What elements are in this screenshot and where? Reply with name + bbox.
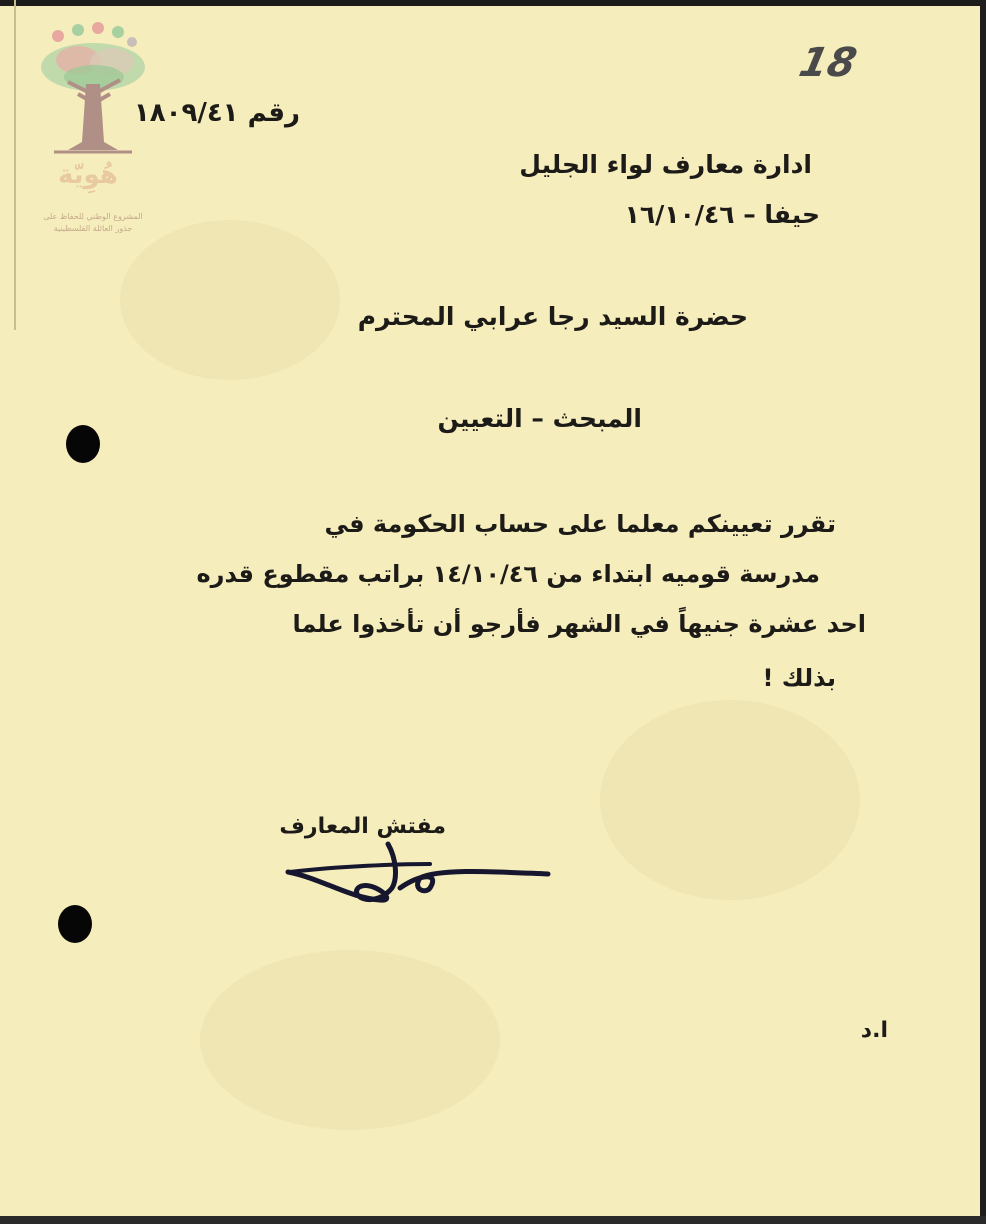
paper-fold-line [14,0,16,330]
addressee: حضرة السيد رجا عرابي المحترم [357,302,748,331]
scan-edge-bottom [0,1216,986,1224]
typist-initials: ا.د [860,1018,888,1043]
body-line-2: مدرسة قوميه ابتداء من ١٤/١٠/٤٦ براتب مقطوع قدره [196,560,820,588]
watermark-logo [28,22,158,237]
scan-edge-right [980,0,986,1224]
subject: المبحث – التعيين [437,404,642,433]
paper-stain [120,220,340,380]
page-number: 18 [795,40,861,86]
body-line-4: بذلك ! [762,664,836,692]
paper-stain [600,700,860,900]
handwritten-signature [280,838,560,918]
watermark-name: هُوِيّة [58,160,118,190]
scan-edge-top [0,0,986,6]
body-line-3: احد عشرة جنيهاً في الشهر فأرجو أن تأخذوا علما [292,610,866,638]
signature-title: مفتش المعارف [279,814,446,839]
watermark-caption-line2: جذور العائلة الفلسطينية [53,224,133,233]
place-date: حيفا – ١٦/١٠/٤٦ [624,200,820,229]
department-name: ادارة معارف لواء الجليل [519,150,812,179]
body-line-1: تقرر تعيينكم معلما على حساب الحكومة في [324,510,836,538]
punch-hole-top [66,425,100,463]
paper-stain [200,950,500,1130]
watermark-caption-line1: المشروع الوطني للحفاظ على [43,212,143,221]
reference-number: رقم ١٨٠٩/٤١ [133,98,300,128]
punch-hole-bottom [58,905,92,943]
